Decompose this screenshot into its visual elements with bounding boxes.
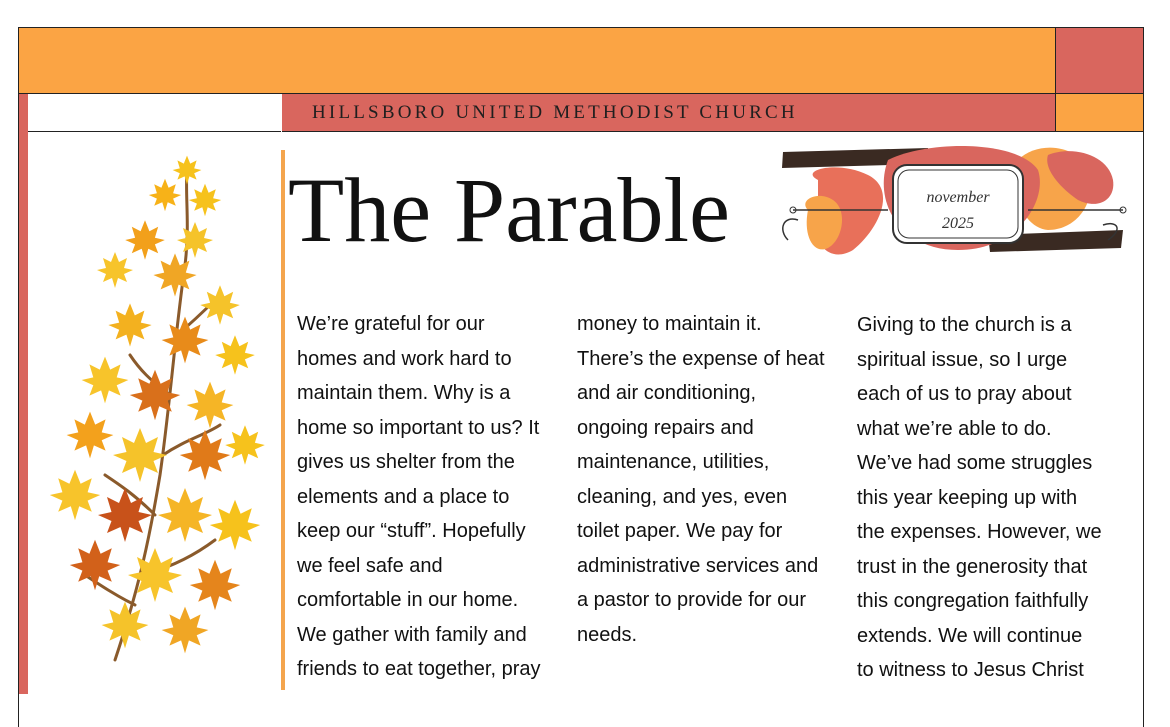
leaf-cluster [50, 156, 265, 654]
article-column-1: We’re grateful for our homes and work hard to maintain them. Why is a home so important to us? It gives us shelter from the elements and a place to keep our “stuff”. Hopefully we feel safe and comfortable in our home. We gather with family and friends to eat together, pray [297, 313, 541, 680]
church-name-band [282, 94, 1056, 132]
header-orange-block [1056, 94, 1143, 132]
header-red-block [1056, 28, 1143, 94]
header-white-box [28, 94, 281, 132]
newsletter-title: The Parable [288, 159, 730, 261]
article-column-2: money to maintain it. There’s the expense of heat and air conditioning, ongoing repairs and maintenance, utilities, cleaning, and yes, even toilet paper. We pay for administrative services and a pastor to provide for our needs. [577, 313, 825, 646]
badge-year: 2025 [942, 215, 974, 232]
column-accent-line [281, 150, 285, 690]
header-orange-bar [19, 28, 1056, 94]
autumn-maple-leaves-branch-icon [45, 155, 270, 665]
ornamental-frame-icon [778, 140, 1128, 270]
article-column-3: Giving to the church is a spiritual issue, so I urge each of us to pray about what we’re able to do. We’ve had some struggles this year keeping up with the expenses. However, we trust in the generosity that this congregation faithfully extends. We will continue to witness to Jesus Christ [857, 314, 1102, 681]
church-name: HILLSBORO UNITED METHODIST CHURCH [312, 101, 798, 123]
left-red-strip [19, 94, 28, 694]
badge-month: november [926, 189, 990, 206]
